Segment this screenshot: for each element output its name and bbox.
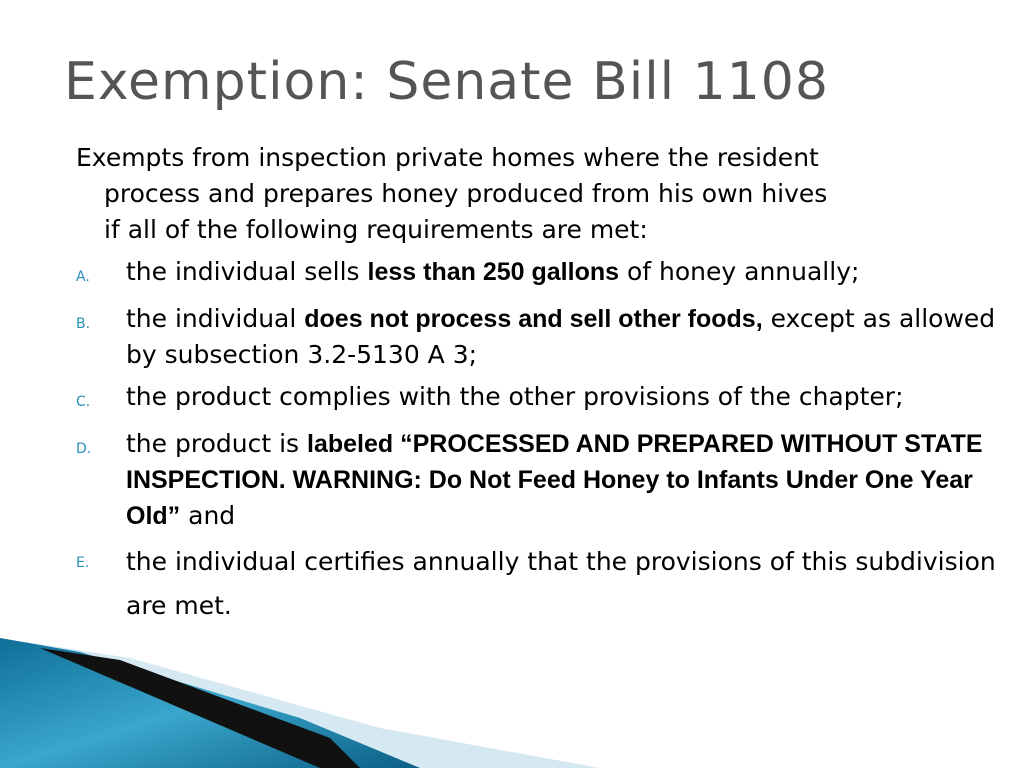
list-item-text [126, 254, 996, 290]
list-item-text [126, 426, 996, 534]
intro-line-1: Exempts from inspection private homes where the resident [76, 143, 819, 172]
item-text-plain: the product complies with the other provisions of the chapter; [126, 382, 904, 411]
list-item-text [126, 301, 996, 373]
item-text-bold: does not process and sell other foods, [304, 305, 763, 333]
item-text-bold: less than 250 gallons [367, 258, 620, 286]
item-text-plain: the individual [126, 304, 305, 333]
list-item-text [126, 379, 996, 415]
item-text-plain: except as allowed by subsection 3.2-5130 A 3; [126, 304, 996, 369]
list-item [76, 254, 996, 295]
list-letter: E. [76, 555, 90, 571]
intro-paragraph [76, 140, 976, 248]
list-letter: D. [76, 441, 92, 457]
list-item [76, 426, 996, 534]
list-item [76, 301, 996, 373]
intro-line-3: if all of the following requirements are met: [104, 215, 648, 244]
item-text-bold: labeled “PROCESSED AND PREPARED WITHOUT STATE INSPECTION. WARNING: Do Not Feed Honey to Infants Under One Year Old” [126, 430, 983, 530]
blue-wave [0, 638, 420, 768]
item-text-plain: the product is [126, 429, 307, 458]
dark-stripe [40, 648, 360, 768]
list-letter: C. [76, 394, 91, 410]
slide-title: Exemption: Senate Bill 1108 [64, 52, 829, 112]
item-text-plain: the individual certifies annually that the provisions of this subdivision are met. [126, 547, 996, 620]
list-item [76, 540, 996, 628]
item-text-plain: and [180, 501, 236, 530]
item-text-plain: the individual sells [126, 257, 368, 286]
list-item [76, 379, 996, 420]
intro-line-2: process and prepares honey produced from his own hives [104, 179, 828, 208]
requirements-list [76, 254, 996, 634]
corner-wave-decoration [0, 638, 1024, 768]
list-letter: A. [76, 269, 90, 285]
item-text-plain: of honey annually; [619, 257, 860, 286]
list-item-text [126, 540, 996, 628]
list-letter: B. [76, 316, 91, 332]
light-wave [0, 638, 600, 768]
